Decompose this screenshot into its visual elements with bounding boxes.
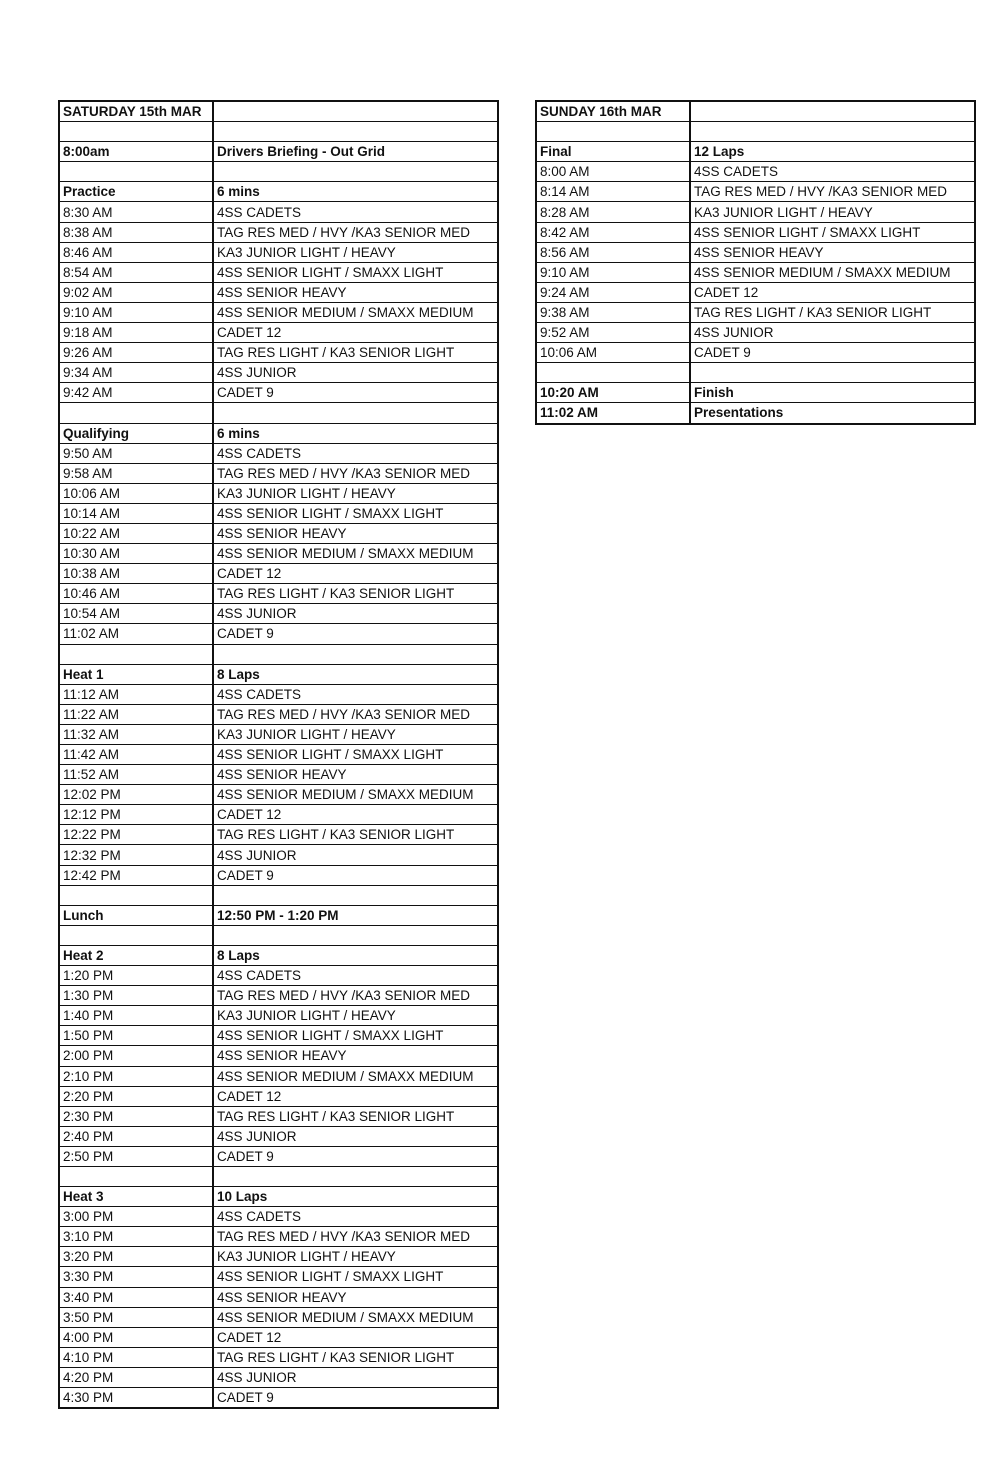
schedule-row bbox=[59, 523, 498, 543]
time-cell: 11:32 AM bbox=[59, 724, 213, 744]
event-cell: KA3 JUNIOR LIGHT / HEAVY bbox=[213, 1247, 498, 1267]
event-cell: 4SS CADETS bbox=[213, 443, 498, 463]
schedule-row bbox=[59, 624, 498, 644]
schedule-row bbox=[59, 162, 498, 182]
day-title: SATURDAY 15th MAR bbox=[59, 101, 213, 122]
time-cell: 12:22 PM bbox=[59, 825, 213, 845]
time-cell bbox=[59, 925, 213, 945]
schedule-row bbox=[59, 363, 498, 383]
schedule-row bbox=[59, 986, 498, 1006]
schedule-row bbox=[59, 865, 498, 885]
time-cell: 11:12 AM bbox=[59, 684, 213, 704]
time-cell bbox=[59, 885, 213, 905]
event-cell: 4SS JUNIOR bbox=[690, 323, 975, 343]
time-cell: 3:50 PM bbox=[59, 1307, 213, 1327]
sunday-schedule-table bbox=[535, 100, 976, 425]
event-cell: TAG RES MED / HVY /KA3 SENIOR MED bbox=[213, 463, 498, 483]
time-cell: 9:10 AM bbox=[59, 302, 213, 322]
time-cell: 9:10 AM bbox=[536, 262, 690, 282]
schedule-row bbox=[59, 1046, 498, 1066]
schedule-row bbox=[59, 122, 498, 142]
event-cell: KA3 JUNIOR LIGHT / HEAVY bbox=[690, 202, 975, 222]
event-cell: CADET 9 bbox=[213, 865, 498, 885]
schedule-row bbox=[59, 644, 498, 664]
schedule-row bbox=[59, 945, 498, 965]
time-cell: 1:20 PM bbox=[59, 966, 213, 986]
schedule-row bbox=[59, 242, 498, 262]
time-cell: 9:26 AM bbox=[59, 343, 213, 363]
time-cell: 2:40 PM bbox=[59, 1126, 213, 1146]
event-cell: TAG RES LIGHT / KA3 SENIOR LIGHT bbox=[690, 302, 975, 322]
event-cell: 8 Laps bbox=[213, 664, 498, 684]
schedule-row bbox=[59, 142, 498, 162]
schedule-row bbox=[59, 905, 498, 925]
schedule-row bbox=[536, 323, 975, 343]
event-cell: TAG RES LIGHT / KA3 SENIOR LIGHT bbox=[213, 1106, 498, 1126]
event-cell: CADET 9 bbox=[213, 383, 498, 403]
time-cell: 8:42 AM bbox=[536, 222, 690, 242]
time-cell: 11:22 AM bbox=[59, 704, 213, 724]
schedule-row bbox=[59, 343, 498, 363]
event-cell bbox=[213, 885, 498, 905]
time-cell: 9:34 AM bbox=[59, 363, 213, 383]
schedule-row bbox=[59, 302, 498, 322]
event-cell: CADET 12 bbox=[213, 1327, 498, 1347]
time-cell: 9:18 AM bbox=[59, 323, 213, 343]
time-cell: 10:30 AM bbox=[59, 544, 213, 564]
schedule-row bbox=[59, 1106, 498, 1126]
event-cell: CADET 12 bbox=[213, 805, 498, 825]
schedule-row bbox=[59, 1327, 498, 1347]
time-cell: 9:38 AM bbox=[536, 302, 690, 322]
schedule-row bbox=[536, 262, 975, 282]
schedule-row bbox=[59, 1347, 498, 1367]
event-cell: 4SS JUNIOR bbox=[213, 604, 498, 624]
time-cell bbox=[59, 122, 213, 142]
event-cell: 4SS JUNIOR bbox=[213, 363, 498, 383]
schedule-row bbox=[59, 182, 498, 202]
schedule-row bbox=[536, 302, 975, 322]
schedule-row bbox=[59, 1227, 498, 1247]
event-cell: KA3 JUNIOR LIGHT / HEAVY bbox=[213, 724, 498, 744]
schedule-row bbox=[536, 162, 975, 182]
event-cell: 12 Laps bbox=[690, 142, 975, 162]
time-cell: 2:50 PM bbox=[59, 1146, 213, 1166]
event-cell: 4SS CADETS bbox=[213, 1207, 498, 1227]
time-cell: 4:20 PM bbox=[59, 1367, 213, 1387]
time-cell: 3:00 PM bbox=[59, 1207, 213, 1227]
schedule-row bbox=[59, 1307, 498, 1327]
schedule-row bbox=[59, 765, 498, 785]
event-cell: CADET 9 bbox=[213, 624, 498, 644]
time-cell: 9:24 AM bbox=[536, 282, 690, 302]
event-cell: KA3 JUNIOR LIGHT / HEAVY bbox=[213, 242, 498, 262]
time-cell: 10:06 AM bbox=[59, 483, 213, 503]
schedule-row bbox=[59, 1086, 498, 1106]
time-cell: 4:00 PM bbox=[59, 1327, 213, 1347]
event-cell: Drivers Briefing - Out Grid bbox=[213, 142, 498, 162]
schedule-row bbox=[59, 1247, 498, 1267]
schedule-row bbox=[536, 122, 975, 142]
time-cell: 2:10 PM bbox=[59, 1066, 213, 1086]
time-cell bbox=[59, 1166, 213, 1186]
event-cell: 4SS SENIOR MEDIUM / SMAXX MEDIUM bbox=[213, 785, 498, 805]
schedule-row bbox=[59, 1166, 498, 1186]
time-cell: 8:14 AM bbox=[536, 182, 690, 202]
time-cell: 10:46 AM bbox=[59, 584, 213, 604]
event-cell: 4SS SENIOR LIGHT / SMAXX LIGHT bbox=[213, 745, 498, 765]
event-cell: CADET 12 bbox=[213, 1086, 498, 1106]
time-cell: 1:50 PM bbox=[59, 1026, 213, 1046]
event-cell: 4SS SENIOR MEDIUM / SMAXX MEDIUM bbox=[213, 1066, 498, 1086]
time-cell: Final bbox=[536, 142, 690, 162]
schedule-row bbox=[59, 825, 498, 845]
table-header-row bbox=[536, 101, 975, 122]
schedule-row bbox=[59, 1146, 498, 1166]
schedule-row bbox=[59, 463, 498, 483]
event-cell: 4SS SENIOR MEDIUM / SMAXX MEDIUM bbox=[213, 302, 498, 322]
event-cell: 10 Laps bbox=[213, 1187, 498, 1207]
time-cell: 4:10 PM bbox=[59, 1347, 213, 1367]
time-cell: 11:52 AM bbox=[59, 765, 213, 785]
time-cell: 1:40 PM bbox=[59, 1006, 213, 1026]
time-cell: 8:56 AM bbox=[536, 242, 690, 262]
event-cell: 8 Laps bbox=[213, 945, 498, 965]
time-cell: 10:38 AM bbox=[59, 564, 213, 584]
event-cell: 4SS JUNIOR bbox=[213, 845, 498, 865]
schedule-row bbox=[59, 1006, 498, 1026]
schedule-row bbox=[536, 282, 975, 302]
time-cell: 9:42 AM bbox=[59, 383, 213, 403]
event-cell: 4SS SENIOR MEDIUM / SMAXX MEDIUM bbox=[213, 544, 498, 564]
schedule-row bbox=[536, 222, 975, 242]
event-cell: 4SS SENIOR MEDIUM / SMAXX MEDIUM bbox=[690, 262, 975, 282]
time-cell: 3:20 PM bbox=[59, 1247, 213, 1267]
event-cell bbox=[690, 363, 975, 383]
time-cell bbox=[536, 122, 690, 142]
schedule-row bbox=[59, 323, 498, 343]
schedule-row bbox=[59, 664, 498, 684]
event-cell: TAG RES MED / HVY /KA3 SENIOR MED bbox=[690, 182, 975, 202]
time-cell bbox=[536, 363, 690, 383]
event-cell: 4SS CADETS bbox=[690, 162, 975, 182]
schedule-row bbox=[59, 785, 498, 805]
time-cell: Heat 2 bbox=[59, 945, 213, 965]
schedule-row bbox=[59, 443, 498, 463]
time-cell: 3:30 PM bbox=[59, 1267, 213, 1287]
event-cell: 4SS SENIOR LIGHT / SMAXX LIGHT bbox=[213, 1267, 498, 1287]
schedule-row bbox=[59, 423, 498, 443]
event-cell: TAG RES MED / HVY /KA3 SENIOR MED bbox=[213, 704, 498, 724]
event-cell bbox=[213, 403, 498, 423]
time-cell: Heat 1 bbox=[59, 664, 213, 684]
event-cell: 4SS JUNIOR bbox=[213, 1126, 498, 1146]
time-cell bbox=[59, 644, 213, 664]
event-cell: 4SS SENIOR MEDIUM / SMAXX MEDIUM bbox=[213, 1307, 498, 1327]
schedule-row bbox=[59, 745, 498, 765]
schedule-row bbox=[59, 483, 498, 503]
schedule-row bbox=[536, 142, 975, 162]
schedule-row bbox=[536, 182, 975, 202]
schedule-row bbox=[59, 262, 498, 282]
event-cell: 4SS JUNIOR bbox=[213, 1367, 498, 1387]
time-cell: 12:32 PM bbox=[59, 845, 213, 865]
event-cell: CADET 12 bbox=[690, 282, 975, 302]
event-cell: CADET 12 bbox=[213, 564, 498, 584]
time-cell: 8:00am bbox=[59, 142, 213, 162]
time-cell: 12:42 PM bbox=[59, 865, 213, 885]
event-cell: 4SS SENIOR HEAVY bbox=[690, 242, 975, 262]
schedule-row bbox=[59, 222, 498, 242]
schedule-row bbox=[59, 925, 498, 945]
schedule-row bbox=[59, 604, 498, 624]
time-cell: 8:54 AM bbox=[59, 262, 213, 282]
event-cell bbox=[213, 122, 498, 142]
schedule-row bbox=[59, 1267, 498, 1287]
event-cell: 4SS CADETS bbox=[213, 684, 498, 704]
time-cell: 11:02 AM bbox=[59, 624, 213, 644]
time-cell: Heat 3 bbox=[59, 1187, 213, 1207]
schedule-row bbox=[59, 805, 498, 825]
event-cell: TAG RES MED / HVY /KA3 SENIOR MED bbox=[213, 986, 498, 1006]
schedule-row bbox=[59, 1367, 498, 1387]
schedule-row bbox=[59, 564, 498, 584]
schedule-row bbox=[59, 885, 498, 905]
schedule-row bbox=[59, 383, 498, 403]
time-cell: 8:46 AM bbox=[59, 242, 213, 262]
time-cell: 3:10 PM bbox=[59, 1227, 213, 1247]
time-cell: 9:52 AM bbox=[536, 323, 690, 343]
event-cell: KA3 JUNIOR LIGHT / HEAVY bbox=[213, 483, 498, 503]
time-cell: 8:00 AM bbox=[536, 162, 690, 182]
header-blank-cell bbox=[690, 101, 975, 122]
schedule-row bbox=[59, 544, 498, 564]
schedule-row bbox=[536, 383, 975, 403]
time-cell: 10:06 AM bbox=[536, 343, 690, 363]
event-cell: 4SS SENIOR HEAVY bbox=[213, 523, 498, 543]
schedule-row bbox=[59, 1066, 498, 1086]
event-cell: TAG RES LIGHT / KA3 SENIOR LIGHT bbox=[213, 825, 498, 845]
schedule-row bbox=[59, 724, 498, 744]
event-cell: TAG RES LIGHT / KA3 SENIOR LIGHT bbox=[213, 343, 498, 363]
event-cell bbox=[213, 162, 498, 182]
time-cell: 2:30 PM bbox=[59, 1106, 213, 1126]
header-blank-cell bbox=[213, 101, 498, 122]
schedule-row bbox=[59, 1126, 498, 1146]
event-cell: TAG RES MED / HVY /KA3 SENIOR MED bbox=[213, 1227, 498, 1247]
event-cell: CADET 9 bbox=[690, 343, 975, 363]
schedule-row bbox=[59, 966, 498, 986]
time-cell: 12:12 PM bbox=[59, 805, 213, 825]
event-cell: KA3 JUNIOR LIGHT / HEAVY bbox=[213, 1006, 498, 1026]
time-cell: 8:28 AM bbox=[536, 202, 690, 222]
event-cell: CADET 9 bbox=[213, 1388, 498, 1409]
time-cell: 2:00 PM bbox=[59, 1046, 213, 1066]
event-cell: 4SS SENIOR HEAVY bbox=[213, 282, 498, 302]
event-cell: 12:50 PM - 1:20 PM bbox=[213, 905, 498, 925]
time-cell: 8:38 AM bbox=[59, 222, 213, 242]
time-cell bbox=[59, 403, 213, 423]
time-cell: 9:50 AM bbox=[59, 443, 213, 463]
time-cell bbox=[59, 162, 213, 182]
schedule-row bbox=[59, 503, 498, 523]
event-cell bbox=[213, 1166, 498, 1186]
event-cell: CADET 9 bbox=[213, 1146, 498, 1166]
time-cell: 10:20 AM bbox=[536, 383, 690, 403]
schedule-row bbox=[59, 1187, 498, 1207]
time-cell: 10:22 AM bbox=[59, 523, 213, 543]
time-cell: Lunch bbox=[59, 905, 213, 925]
schedule-row bbox=[59, 845, 498, 865]
event-cell: TAG RES MED / HVY /KA3 SENIOR MED bbox=[213, 222, 498, 242]
event-cell: 4SS SENIOR HEAVY bbox=[213, 1287, 498, 1307]
schedule-row bbox=[59, 202, 498, 222]
time-cell: Practice bbox=[59, 182, 213, 202]
event-cell bbox=[213, 644, 498, 664]
table-header-row bbox=[59, 101, 498, 122]
time-cell: 11:02 AM bbox=[536, 403, 690, 424]
schedule-row bbox=[59, 584, 498, 604]
time-cell: 3:40 PM bbox=[59, 1287, 213, 1307]
time-cell: 10:14 AM bbox=[59, 503, 213, 523]
event-cell: Finish bbox=[690, 383, 975, 403]
event-cell: TAG RES LIGHT / KA3 SENIOR LIGHT bbox=[213, 584, 498, 604]
event-cell: 4SS SENIOR LIGHT / SMAXX LIGHT bbox=[213, 503, 498, 523]
schedule-row bbox=[536, 403, 975, 424]
time-cell: 1:30 PM bbox=[59, 986, 213, 1006]
schedule-row bbox=[536, 363, 975, 383]
schedule-row bbox=[59, 403, 498, 423]
event-cell: 6 mins bbox=[213, 423, 498, 443]
schedule-row bbox=[59, 1026, 498, 1046]
event-cell bbox=[690, 122, 975, 142]
event-cell bbox=[213, 925, 498, 945]
schedule-row bbox=[536, 343, 975, 363]
event-cell: 4SS SENIOR LIGHT / SMAXX LIGHT bbox=[690, 222, 975, 242]
time-cell: 12:02 PM bbox=[59, 785, 213, 805]
event-cell: 4SS CADETS bbox=[213, 966, 498, 986]
event-cell: 4SS SENIOR HEAVY bbox=[213, 1046, 498, 1066]
event-cell: 4SS SENIOR LIGHT / SMAXX LIGHT bbox=[213, 1026, 498, 1046]
schedule-row bbox=[59, 1388, 498, 1409]
time-cell: 11:42 AM bbox=[59, 745, 213, 765]
day-title: SUNDAY 16th MAR bbox=[536, 101, 690, 122]
event-cell: 4SS SENIOR LIGHT / SMAXX LIGHT bbox=[213, 262, 498, 282]
event-cell: 4SS SENIOR HEAVY bbox=[213, 765, 498, 785]
schedule-row bbox=[59, 704, 498, 724]
schedule-row bbox=[536, 242, 975, 262]
event-cell: 4SS CADETS bbox=[213, 202, 498, 222]
time-cell: 9:02 AM bbox=[59, 282, 213, 302]
time-cell: 2:20 PM bbox=[59, 1086, 213, 1106]
schedule-row bbox=[536, 202, 975, 222]
saturday-schedule-table bbox=[58, 100, 499, 1409]
schedule-row bbox=[59, 1207, 498, 1227]
schedule-row bbox=[59, 1287, 498, 1307]
event-cell: TAG RES LIGHT / KA3 SENIOR LIGHT bbox=[213, 1347, 498, 1367]
event-cell: Presentations bbox=[690, 403, 975, 424]
time-cell: 10:54 AM bbox=[59, 604, 213, 624]
event-cell: CADET 12 bbox=[213, 323, 498, 343]
time-cell: Qualifying bbox=[59, 423, 213, 443]
time-cell: 4:30 PM bbox=[59, 1388, 213, 1409]
time-cell: 8:30 AM bbox=[59, 202, 213, 222]
event-cell: 6 mins bbox=[213, 182, 498, 202]
schedule-row bbox=[59, 282, 498, 302]
schedule-row bbox=[59, 684, 498, 704]
time-cell: 9:58 AM bbox=[59, 463, 213, 483]
